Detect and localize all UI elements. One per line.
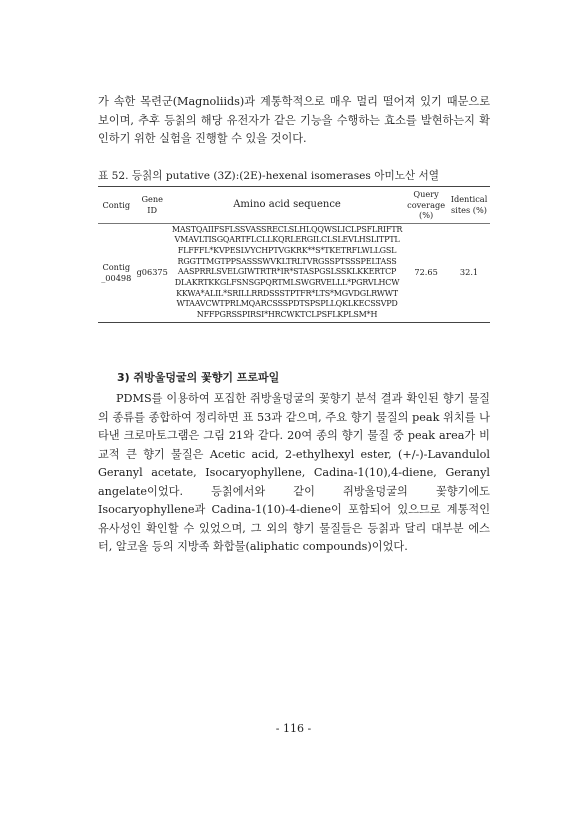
table-header-row	[98, 187, 490, 224]
header-query-coverage: Query coverage (%)	[404, 187, 448, 224]
page-number: - 116 -	[275, 722, 312, 735]
amino-acid-table	[98, 186, 490, 323]
header-gene-id: Gene ID	[135, 187, 170, 224]
sequence-line: WTAAVCWTPRLMQARCSSSPDTSPSPLLQKLKECSSVPD	[176, 299, 398, 309]
section-heading: 3) 쥐방울덩굴의 꽃향기 프로파일	[117, 371, 280, 384]
header-amino-acid-sequence: Amino acid sequence	[170, 187, 404, 224]
cell-sequence	[170, 223, 404, 322]
sequence-line: KKWA*ALIL*SRILLRRDSSSTPTFR*LTS*MGVDGLRWWT	[176, 288, 398, 298]
cell-gene-id: g06375	[135, 223, 170, 322]
cell-contig: Contig _00498	[98, 223, 135, 322]
sequence-line: AASPRRLSVELGIWTRTR*IR*STASPGSLSSKLKKERTCP	[177, 267, 397, 277]
sequence-line: NFFPGRSSPIRSI*HRCWKTCLPSFLKPLSM*H	[196, 310, 378, 320]
sequence-line: MASTQAIIFSFLSSVASSRECLSLHLQQWSLICLPSFLRIFTR	[171, 224, 403, 234]
intro-paragraph: 가 속한 목련군(Magnoliids)과 계통학적으로 매우 멀리 떨어져 있기 때문으로 보이며, 추후 등칡의 해당 유전자가 같은 기능을 수행하는 효소를 발현하는지 확인하기 위한 실험을 진행할 수 있을 것이다.	[98, 95, 490, 145]
body-paragraph: PDMS를 이용하여 포집한 쥐방울덩굴의 꽃향기 분석 결과 확인된 향기 물질의 종류를 종합하여 정리하면 표 53과 같으며, 주요 향기 물질의 peak 위치를 나타낸 크로마토그램은 그림 21와 같다. 20여 종의 향기 물질 중 peak area가 비교적 큰 향기 물질은 Acetic acid, 2-ethylhexyl ester, (+/-)-Lavandulol Geranyl acetate, Isocaryophyllene, Cadina-1(10),4-diene, Geranyl angelate이었다. 등칡에서와 같이 쥐방울덩굴의 꽃향기에도 Isocaryophyllene과 Cadina-1(10)-4-diene이 포함되어 있으므로 계통적인 유사성인 확인할 수 있었으며, 그 외의 향기 물질들은 등칡과 달리 대부분 에스터, 알코올 등의 지방족 화합물(aliphatic compounds)이었다.	[98, 392, 490, 553]
sequence-line: RGGTTMGTPPSASSSWVKLTRLTVRGSSPTSSSPELTASS	[177, 256, 397, 266]
header-identical-sites: Identical sites (%)	[448, 187, 490, 224]
sequence-line: VMAVLTISGQARTFLCLLKQRLERGILCLSLEVLHSLITPTL	[174, 235, 400, 245]
table-row	[98, 223, 490, 322]
cell-identical-sites: 32.1	[448, 223, 490, 322]
header-contig: Contig	[98, 187, 135, 224]
sequence-line: DLAKRTKKGLFSNSGPQRTMLSWGRVELLL*PGRVLHCW	[174, 278, 400, 288]
cell-query-coverage: 72.65	[404, 223, 448, 322]
table-caption: 표 52. 등칡의 putative (3Z):(2E)-hexenal isomerases 아미노산 서열	[98, 170, 439, 182]
sequence-line: FLFFFL*KVPESLVYCHPTVGKRK**S*TKETRFLWLLGSL	[177, 245, 397, 255]
